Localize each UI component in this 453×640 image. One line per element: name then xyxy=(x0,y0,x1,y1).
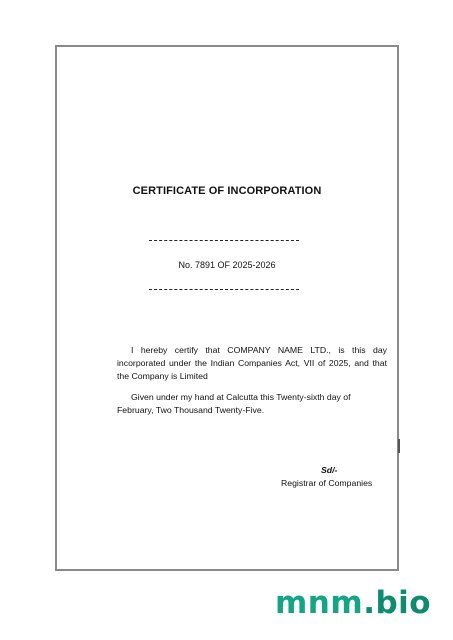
dashed-divider-top xyxy=(149,240,299,241)
certificate-page xyxy=(55,45,399,571)
certification-paragraph: I hereby certify that COMPANY NAME LTD., is this day incorporated under the Indian Companies Act, VII of 2025, and that the Company is Limited xyxy=(117,345,387,381)
mnm-bio-watermark-logo xyxy=(275,585,431,621)
page-edge-mark xyxy=(398,439,400,453)
registrar-title: Registrar of Companies xyxy=(281,478,373,488)
dashed-divider-bottom xyxy=(149,289,299,290)
watermark-tld: .bio xyxy=(363,585,432,621)
given-under-hand-paragraph: Given under my hand at Calcutta this Twenty-sixth day of February, Two Thousand Twenty-Five. xyxy=(117,392,351,415)
watermark-name: mnm xyxy=(275,585,364,621)
signature-mark: Sd/- xyxy=(321,465,338,475)
certificate-title: CERTIFICATE OF INCORPORATION xyxy=(132,185,322,197)
certificate-number: No. 7891 OF 2025-2026 xyxy=(178,260,276,270)
